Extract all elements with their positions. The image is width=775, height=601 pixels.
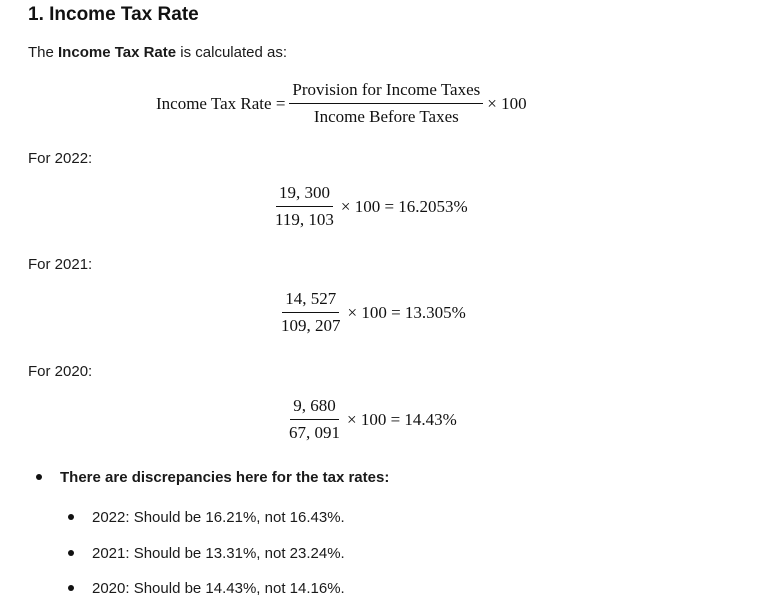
discrepancy-item-2022 [68,509,345,526]
discrepancy-text-2020: 2020: Should be 14.43%, not 14.16%. [92,580,345,597]
year-numerator-2022: 19, 300 [276,183,333,207]
bullet-icon [68,514,74,520]
year-fraction-2022 [272,183,337,230]
year-denominator-2020: 67, 091 [289,423,340,442]
intro-text [28,44,287,61]
formula-multiplier: × 100 [487,93,527,113]
year-label-2022: For 2022: [28,150,93,167]
year-denominator-2022: 119, 103 [275,210,334,229]
intro-suffix: is calculated as: [176,44,288,61]
general-formula [156,80,527,127]
formula-denominator: Income Before Taxes [313,107,459,126]
discrepancy-text-2022: 2022: Should be 16.21%, not 16.43%. [92,509,345,526]
year-calc-2021 [274,289,466,336]
year-fraction-2021 [278,289,344,336]
bullet-icon [68,585,74,591]
formula-numerator: Provision for Income Taxes [289,80,483,104]
year-result-2022: × 100 = 16.2053% [340,196,468,216]
year-result-2020: × 100 = 14.43% [347,409,457,429]
year-numerator-2021: 14, 527 [282,289,339,313]
year-label-2020: For 2020: [28,363,93,380]
formula-lhs: Income Tax Rate = [156,93,286,113]
bullet-icon [36,474,42,480]
discrepancy-item-2020 [68,580,345,597]
section-heading: 1. Income Tax Rate [28,4,199,25]
year-calc-2022 [268,183,468,230]
discrepancy-title: There are discrepancies here for the tax rates: [60,469,390,486]
year-fraction-2020 [286,396,343,443]
year-denominator-2021: 109, 207 [281,316,341,335]
discrepancy-heading-item [36,469,389,486]
intro-bold-term: Income Tax Rate [58,44,177,61]
discrepancy-text-2021: 2021: Should be 13.31%, not 23.24%. [92,545,345,562]
year-label-2021: For 2021: [28,256,93,273]
intro-prefix: The [28,44,59,61]
year-numerator-2020: 9, 680 [290,396,339,420]
discrepancy-item-2021 [68,545,345,562]
year-result-2021: × 100 = 13.305% [347,302,466,322]
formula-fraction [289,80,483,127]
year-calc-2020 [282,396,457,443]
bullet-icon [68,550,74,556]
